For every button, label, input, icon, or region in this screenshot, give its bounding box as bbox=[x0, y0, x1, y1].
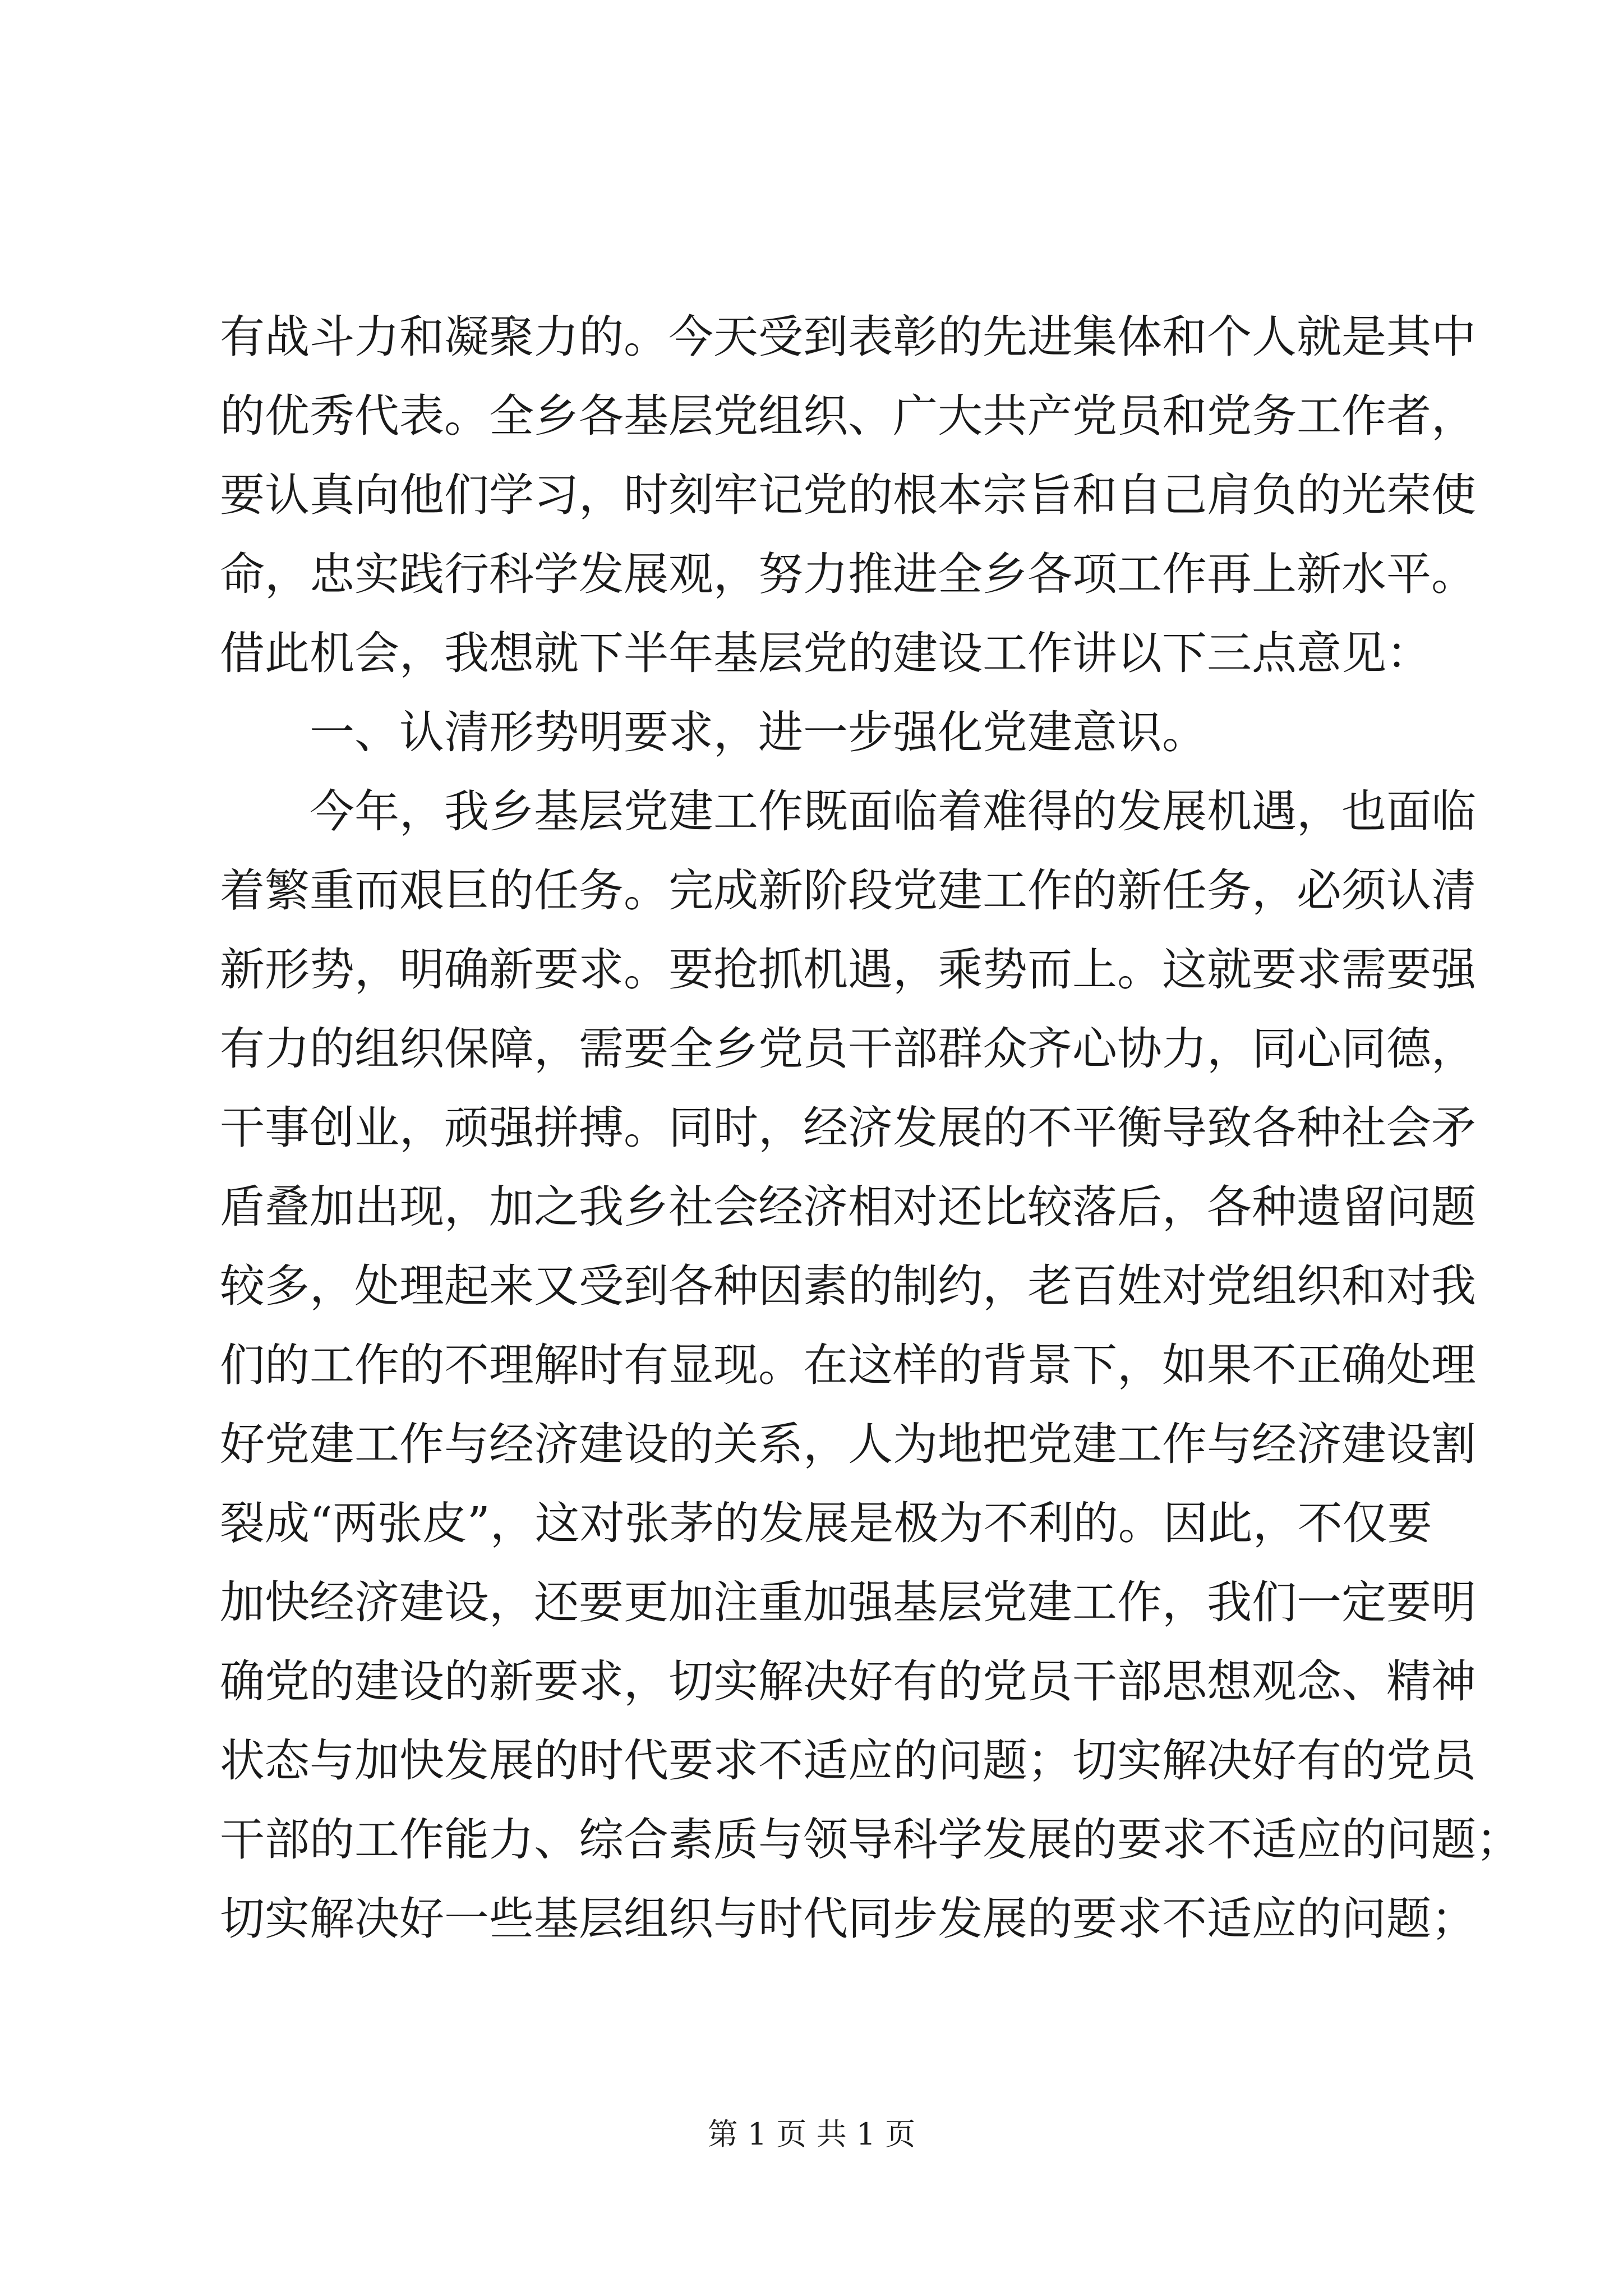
text-line: 今年，我乡基层党建工作既面临着难得的发展机遇，也面临 bbox=[310, 785, 1476, 838]
text-line: 裂成“两张皮”，这对张茅的发展是极为不利的。因此，不仅要 bbox=[220, 1497, 1432, 1549]
text-line: 要认真向他们学习，时刻牢记党的根本宗旨和自己肩负的光荣使 bbox=[220, 469, 1476, 521]
text-line: 的优秀代表。全乡各基层党组织、广大共产党员和党务工作者， bbox=[220, 390, 1476, 442]
text-line: 干事创业，顽强拼搏。同时，经济发展的不平衡导致各种社会矛 bbox=[220, 1102, 1476, 1154]
page-footer: 第 1 页 共 1 页 bbox=[707, 2116, 916, 2152]
text-line: 切实解决好一些基层组织与时代同步发展的要求不适应的问题； bbox=[220, 1893, 1476, 1945]
text-line: 有力的组织保障，需要全乡党员干部群众齐心协力，同心同德， bbox=[220, 1023, 1476, 1075]
text-line: 确党的建设的新要求，切实解决好有的党员干部思想观念、精神 bbox=[220, 1655, 1476, 1708]
text-line: 加快经济建设，还要更加注重加强基层党建工作，我们一定要明 bbox=[220, 1576, 1476, 1628]
text-line: 新形势，明确新要求。要抢抓机遇，乘势而上。这就要求需要强 bbox=[220, 944, 1476, 996]
document-body bbox=[220, 297, 1521, 1958]
text-line: 命，忠实践行科学发展观，努力推进全乡各项工作再上新水平。 bbox=[220, 548, 1476, 600]
text-line: 着繁重而艰巨的任务。完成新阶段党建工作的新任务，必须认清 bbox=[220, 864, 1476, 917]
text-line: 好党建工作与经济建设的关系，人为地把党建工作与经济建设割 bbox=[220, 1418, 1476, 1470]
text-line: 们的工作的不理解时有显现。在这样的背景下，如果不正确处理 bbox=[220, 1339, 1476, 1391]
text-line: 较多，处理起来又受到各种因素的制约，老百姓对党组织和对我 bbox=[220, 1260, 1476, 1312]
text-line: 干部的工作能力、综合素质与领导科学发展的要求不适应的问题； bbox=[220, 1814, 1521, 1866]
text-line: 有战斗力和凝聚力的。今天受到表彰的先进集体和个人就是其中 bbox=[220, 311, 1476, 363]
text-line: 借此机会，我想就下半年基层党的建设工作讲以下三点意见： bbox=[220, 627, 1431, 679]
text-line: 状态与加快发展的时代要求不适应的问题；切实解决好有的党员 bbox=[220, 1734, 1476, 1787]
text-line: 一、认清形势明要求，进一步强化党建意识。 bbox=[310, 706, 1207, 758]
text-line: 盾叠加出现，加之我乡社会经济相对还比较落后，各种遗留问题 bbox=[220, 1181, 1476, 1233]
